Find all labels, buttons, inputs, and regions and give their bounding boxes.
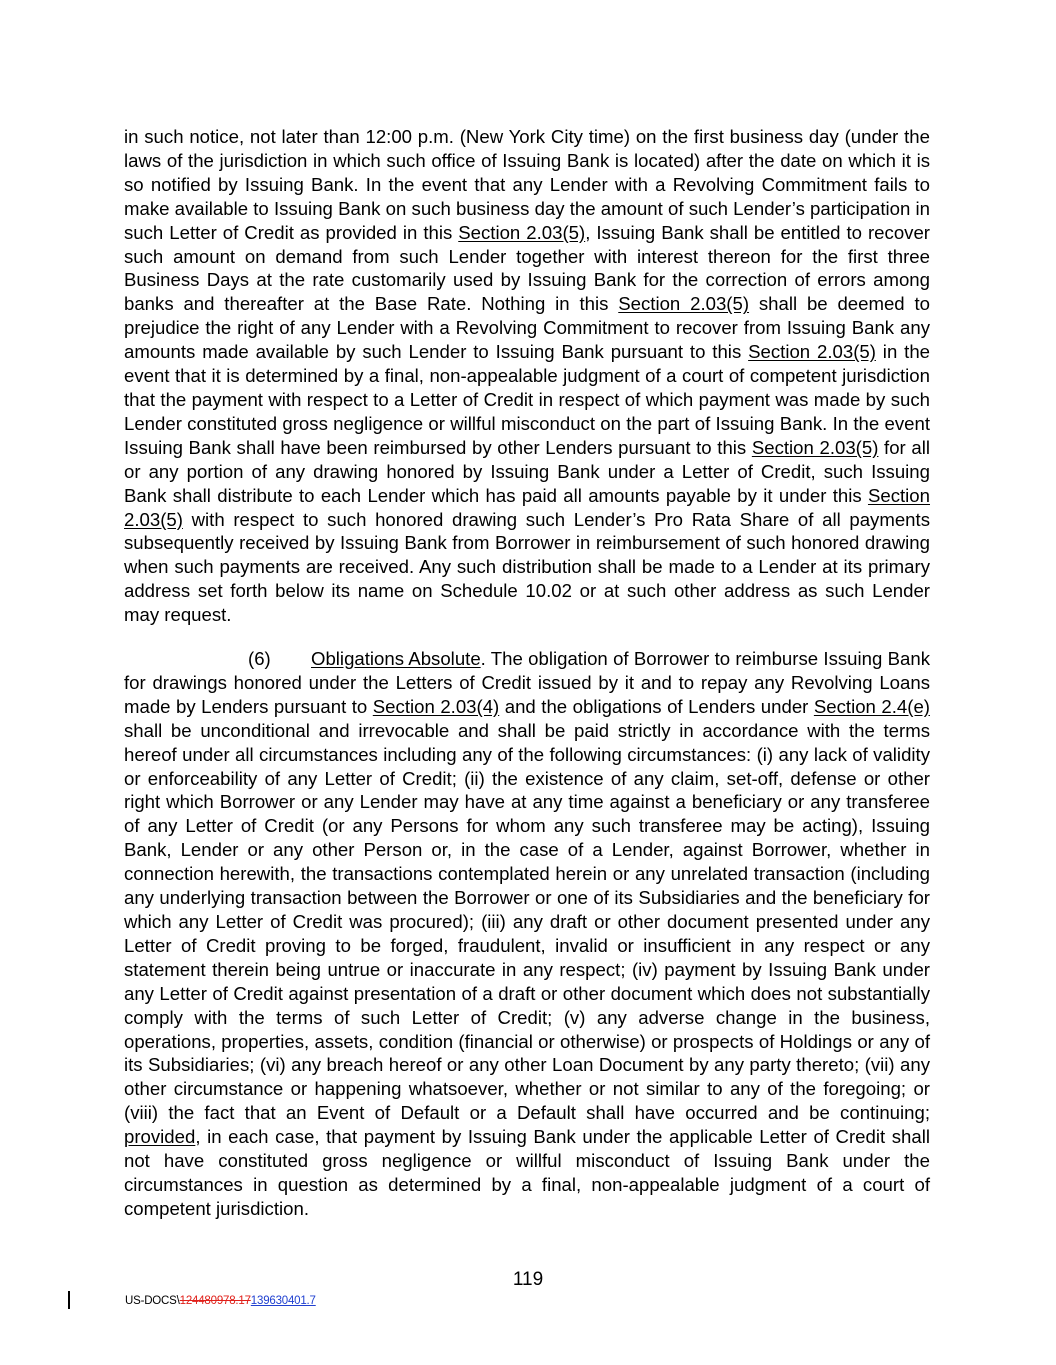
paragraph-heading: Obligations Absolute: [311, 648, 481, 669]
text-run: and the obligations of Lenders under: [499, 695, 814, 717]
section-reference: Section 2.03(5): [458, 221, 586, 243]
doc-id-deleted: 124480978.17: [179, 1295, 251, 1307]
text-run: with respect to such honored drawing such Lender’s Pro Rata Share of all payments subsequently received by Issuing Bank from Borrower in reimbursement of such honored drawing when such payments are received. Any such distribution shall be made to a Lender at its primary address set forth below its name on Schedule 10.02 or at such other address as such Lender may request.: [124, 508, 930, 626]
section-reference: Section 2.03(5): [751, 436, 879, 458]
section-reference: Section 2.4(e): [813, 695, 930, 717]
change-bar: [68, 1291, 70, 1309]
text-run: . The obligation of Borrower to reimburse Issuing Bank for drawings honored under the Letters of Credit issued by it and to repay any Revolving Loans made by Lenders pursuant to: [124, 648, 930, 717]
paragraph-obligations-absolute: [124, 647, 930, 1221]
section-reference: Section 2.03(4): [372, 695, 500, 717]
paragraph-reimbursement: [124, 125, 930, 627]
text-run: in the event that it is determined by a final, non-appealable judgment of a court of competent jurisdiction that the payment with respect to a Letter of Credit in respect of which payment was made by such Lender constituted gross negligence or willful misconduct on the part of Issuing Bank. In the event Issuing Bank shall have been reimbursed by other Lenders pursuant to this: [124, 341, 931, 458]
document-id-footer: [125, 1295, 316, 1307]
paragraph-number: (6): [248, 648, 271, 669]
text-run: shall be unconditional and irrevocable and shall be paid strictly in accordance with the terms hereof under all circumstances including any of the following circumstances: (i) any lack of validity or enforceability of any Letter of Credit; (ii) the existence of any claim, set-off, defense or other right which Borrower or any Lender may have at any time against a beneficiary or any transferee of any Letter of Credit (or any Persons for whom any such transferee may be acting), Issuing Bank, Lender or any other Person or, in the case of a Lender, against Borrower, whether in connection herewith, the transactions contemplated herein or any unrelated transaction (including any underlying transaction between the Borrower or one of its Subsidiaries and the beneficiary for which any Letter of Credit was procured); (iii) any draft or other document presented under any Letter of Credit proving to be forged, fraudulent, invalid or insufficient in any respect or any statement therein being untrue or inaccurate in any respect; (iv) payment by Issuing Bank under any Letter of Credit against presentation of a draft or other document which does not substantially comply with the terms of such Letter of Credit; (v) any adverse change in the business, operations, properties, assets, condition (financial or otherwise) or prospects of Holdings or any of its Subsidiaries; (vi) any breach hereof or any other Loan Document by any party thereto; (vii) any other circumstance or happening whatsoever, whether or not similar to any of the foregoing; or (viii) the fact that an Event of Default or a Default shall have occurred and be continuing;: [124, 719, 930, 1124]
text-run: for all or any portion of any drawing honored by Issuing Bank under a Letter of Credit, such Issuing Bank shall distribute to each Lender which has paid all amounts payable by it under this: [124, 436, 930, 506]
doc-id-inserted: 139630401.7: [250, 1295, 316, 1307]
page-number: 119: [512, 1269, 544, 1290]
text-run: shall be deemed to prejudice the right of any Lender with a Revolving Commitment to recover from Issuing Bank any amounts made available by such Lender to Issuing Bank pursuant to this: [124, 293, 930, 363]
text-run: , in each case, that payment by Issuing Bank under the applicable Letter of Credit shall not have constituted gross negligence or willful misconduct of Issuing Bank under the circumstances in question as determined by a final, non-appealable judgment of a court of competent jurisdiction.: [124, 1126, 930, 1219]
text-run: , Issuing Bank shall be entitled to recover such amount on demand from such Lender together with interest thereon for the first three Business Days at the rate customarily used by Issuing Bank for the correction of errors among banks and thereafter at the Base Rate. Nothing in this: [124, 221, 930, 315]
section-reference: Section 2.03(5): [618, 293, 750, 315]
section-reference: Section 2.03(5): [748, 341, 876, 363]
proviso-term: provided: [124, 1126, 196, 1148]
text-run: in such notice, not later than 12:00 p.m. (New York City time) on the first business day (under the laws of the jurisdiction in which such office of Issuing Bank is located) after the date on which it is so notified by Issuing Bank. In the event that any Lender with a Revolving Commitment fails to make available to Issuing Bank on such business day the amount of such Lender’s participation in such Letter of Credit as provided in this: [124, 126, 930, 243]
section-reference: Section 2.03(5): [124, 484, 930, 530]
doc-id-prefix: US-DOCS\: [125, 1295, 180, 1307]
